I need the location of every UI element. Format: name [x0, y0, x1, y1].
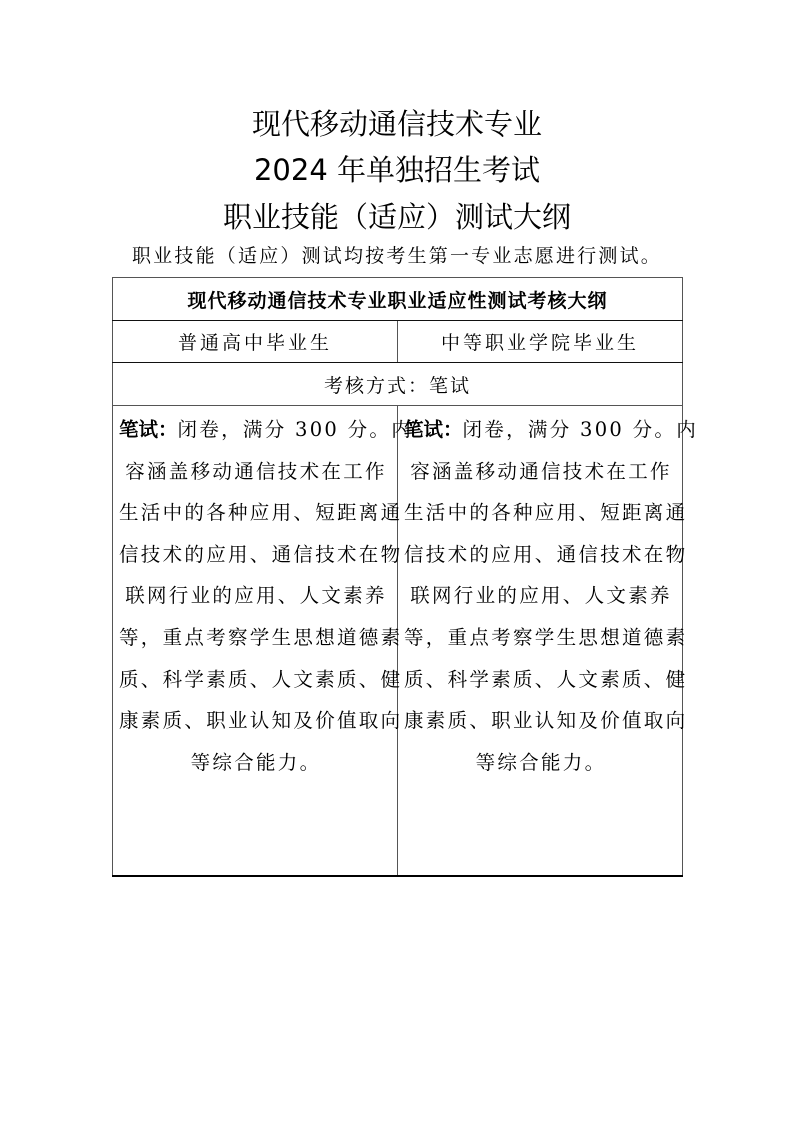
content-line: 质、科学素质、人文素质、健 — [119, 667, 403, 691]
content-line: 生活中的各种应用、短距离通 — [119, 501, 403, 525]
content-line: 质、科学素质、人文素质、健 — [404, 667, 688, 691]
content-line: 等，重点考察学生思想道德素 — [119, 625, 403, 649]
intro-paragraph: 职业技能（适应）测试均按考生第一专业志愿进行测试。 — [131, 245, 662, 267]
table-header-cell: 现代移动通信技术专业职业适应性测试考核大纲 — [113, 278, 683, 321]
document-title-line-3: 职业技能（适应）测试大纲 — [222, 200, 571, 234]
table-method-row — [113, 363, 683, 406]
content-line: 康素质、职业认知及价值取向 — [119, 709, 403, 733]
content-line: 容涵盖移动通信技术在工作 — [125, 459, 387, 483]
content-cell-high-school — [113, 406, 414, 877]
content-line: 容涵盖移动通信技术在工作 — [410, 459, 672, 483]
content-line: 笔试：闭卷，满分 300 分。内 — [404, 418, 699, 441]
content-line: 联网行业的应用、人文素养 — [125, 584, 387, 608]
column-header-vocational: 中等职业学院毕业生 — [398, 321, 683, 363]
exam-type-label: 笔试： — [119, 418, 178, 441]
table-content-row — [113, 406, 683, 877]
table-header-row — [113, 278, 683, 321]
assessment-method-cell: 考核方式：笔试 — [113, 363, 683, 406]
content-line: 康素质、职业认知及价值取向 — [404, 709, 688, 733]
content-line: 信技术的应用、通信技术在物 — [404, 542, 688, 566]
table-column-header-row — [113, 321, 683, 363]
assessment-outline-table — [112, 277, 699, 877]
document-title-line-2: 2024 年单独招生考试 — [253, 153, 541, 187]
content-line: 信技术的应用、通信技术在物 — [119, 542, 403, 566]
content-line: 等综合能力。 — [475, 750, 607, 774]
content-line: 生活中的各种应用、短距离通 — [404, 501, 688, 525]
exam-type-label: 笔试： — [404, 418, 463, 441]
content-line: 笔试：闭卷，满分 300 分。内 — [119, 418, 414, 441]
column-header-high-school: 普通高中毕业生 — [113, 321, 398, 363]
content-cell-vocational — [398, 406, 699, 877]
content-line: 联网行业的应用、人文素养 — [410, 584, 672, 608]
document-title-line-1: 现代移动通信技术专业 — [251, 107, 542, 141]
content-line: 等，重点考察学生思想道德素 — [404, 625, 688, 649]
content-line: 等综合能力。 — [190, 750, 322, 774]
